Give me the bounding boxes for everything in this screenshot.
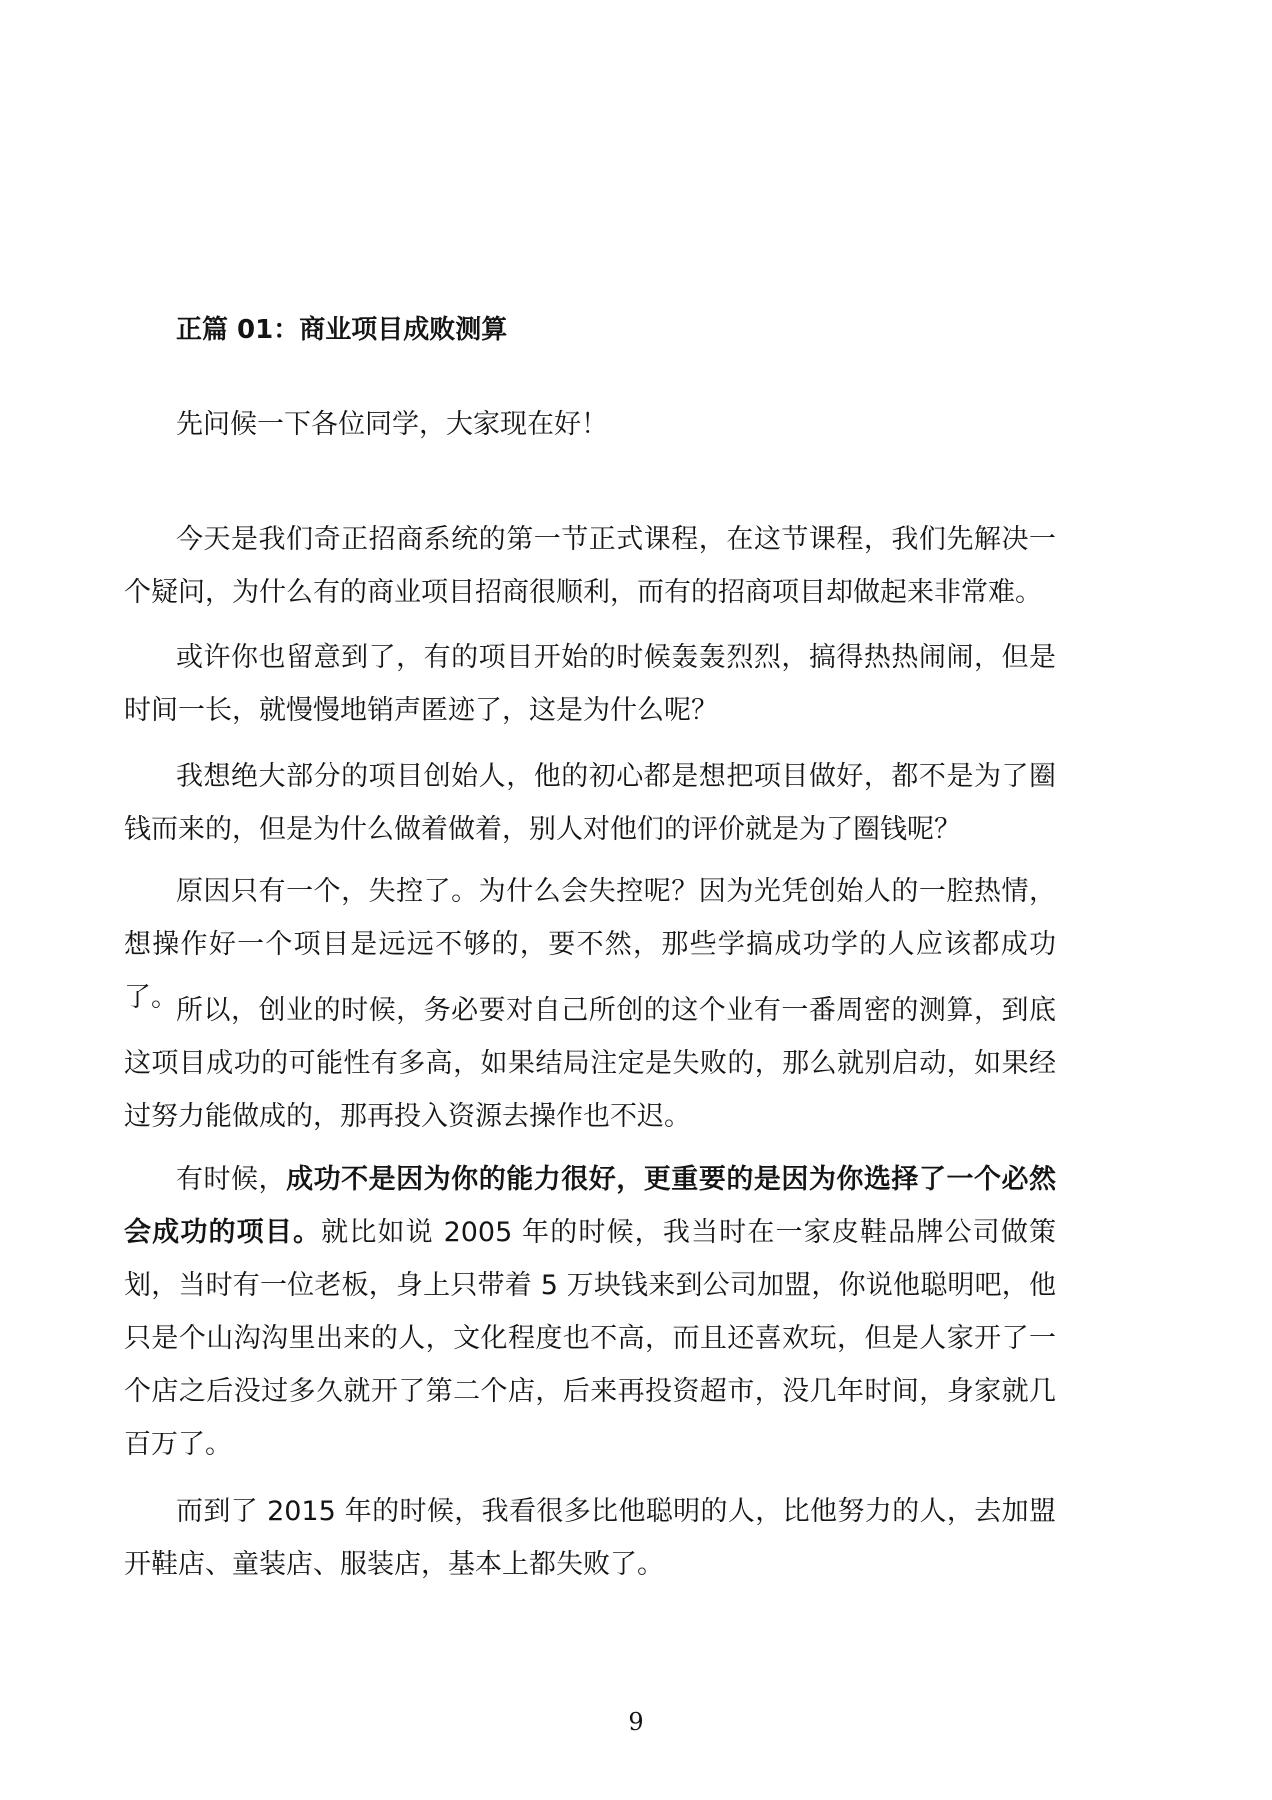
paragraph-conclusion: 而到了 2015 年的时候，我看很多比他聪明的人，比他努力的人，去加盟开鞋店、童装店、服装店，基本上都失败了。	[124, 1496, 1056, 1580]
paragraph-greeting: 先问候一下各位同学，大家现在好！	[176, 409, 608, 440]
paragraph-founders: 我想绝大部分的项目创始人，他的初心都是想把项目做好，都不是为了圈钱而来的，但是为什么做着做着，别人对他们的评价就是为了圈钱呢？	[124, 761, 1056, 845]
paragraph-example-prefix: 有时候，	[176, 1164, 287, 1195]
paragraph-example-emphasis: 成功不是因为你的能力很好，更重要的是因为你选择了一个必然会成功的项目。	[124, 1164, 1057, 1248]
paragraph-reason: 原因只有一个，失控了。为什么会失控呢？因为光凭创始人的一腔热情，想操作好一个项目是远远不够的，要不然，那些学搞成功学的人应该都成功了。	[124, 876, 1056, 1013]
section-heading: 正篇 01：商业项目成败测算	[176, 315, 508, 345]
paragraph-intro: 今天是我们奇正招商系统的第一节正式课程，在这节课程，我们先解决一个疑问，为什么有的商业项目招商很顺利，而有的招商项目却做起来非常难。	[124, 524, 1056, 608]
page-number: 9	[628, 1708, 644, 1736]
paragraph-question: 或许你也留意到了，有的项目开始的时候轰轰烈烈，搞得热热闹闹，但是时间一长，就慢慢地销声匿迹了，这是为什么呢？	[124, 642, 1056, 726]
paragraph-example	[124, 1153, 1056, 1471]
paragraph-example-suffix: 就比如说 2005 年的时候，我当时在一家皮鞋品牌公司做策划，当时有一位老板，身上只带着 5 万块钱来到公司加盟，你说他聪明吧，他只是个山沟沟里出来的人，文化程度也不高，而且还喜欢玩，但是人家开了一个店之后没过多久就开了第二个店，后来再投资超市，没几年时间，身家就几百万了。	[124, 1217, 1056, 1460]
paragraph-calculation: 所以，创业的时候，务必要对自己所创的这个业有一番周密的测算，到底这项目成功的可能性有多高，如果结局注定是失败的，那么就别启动，如果经过努力能做成的，那再投入资源去操作也不迟。	[124, 995, 1056, 1132]
